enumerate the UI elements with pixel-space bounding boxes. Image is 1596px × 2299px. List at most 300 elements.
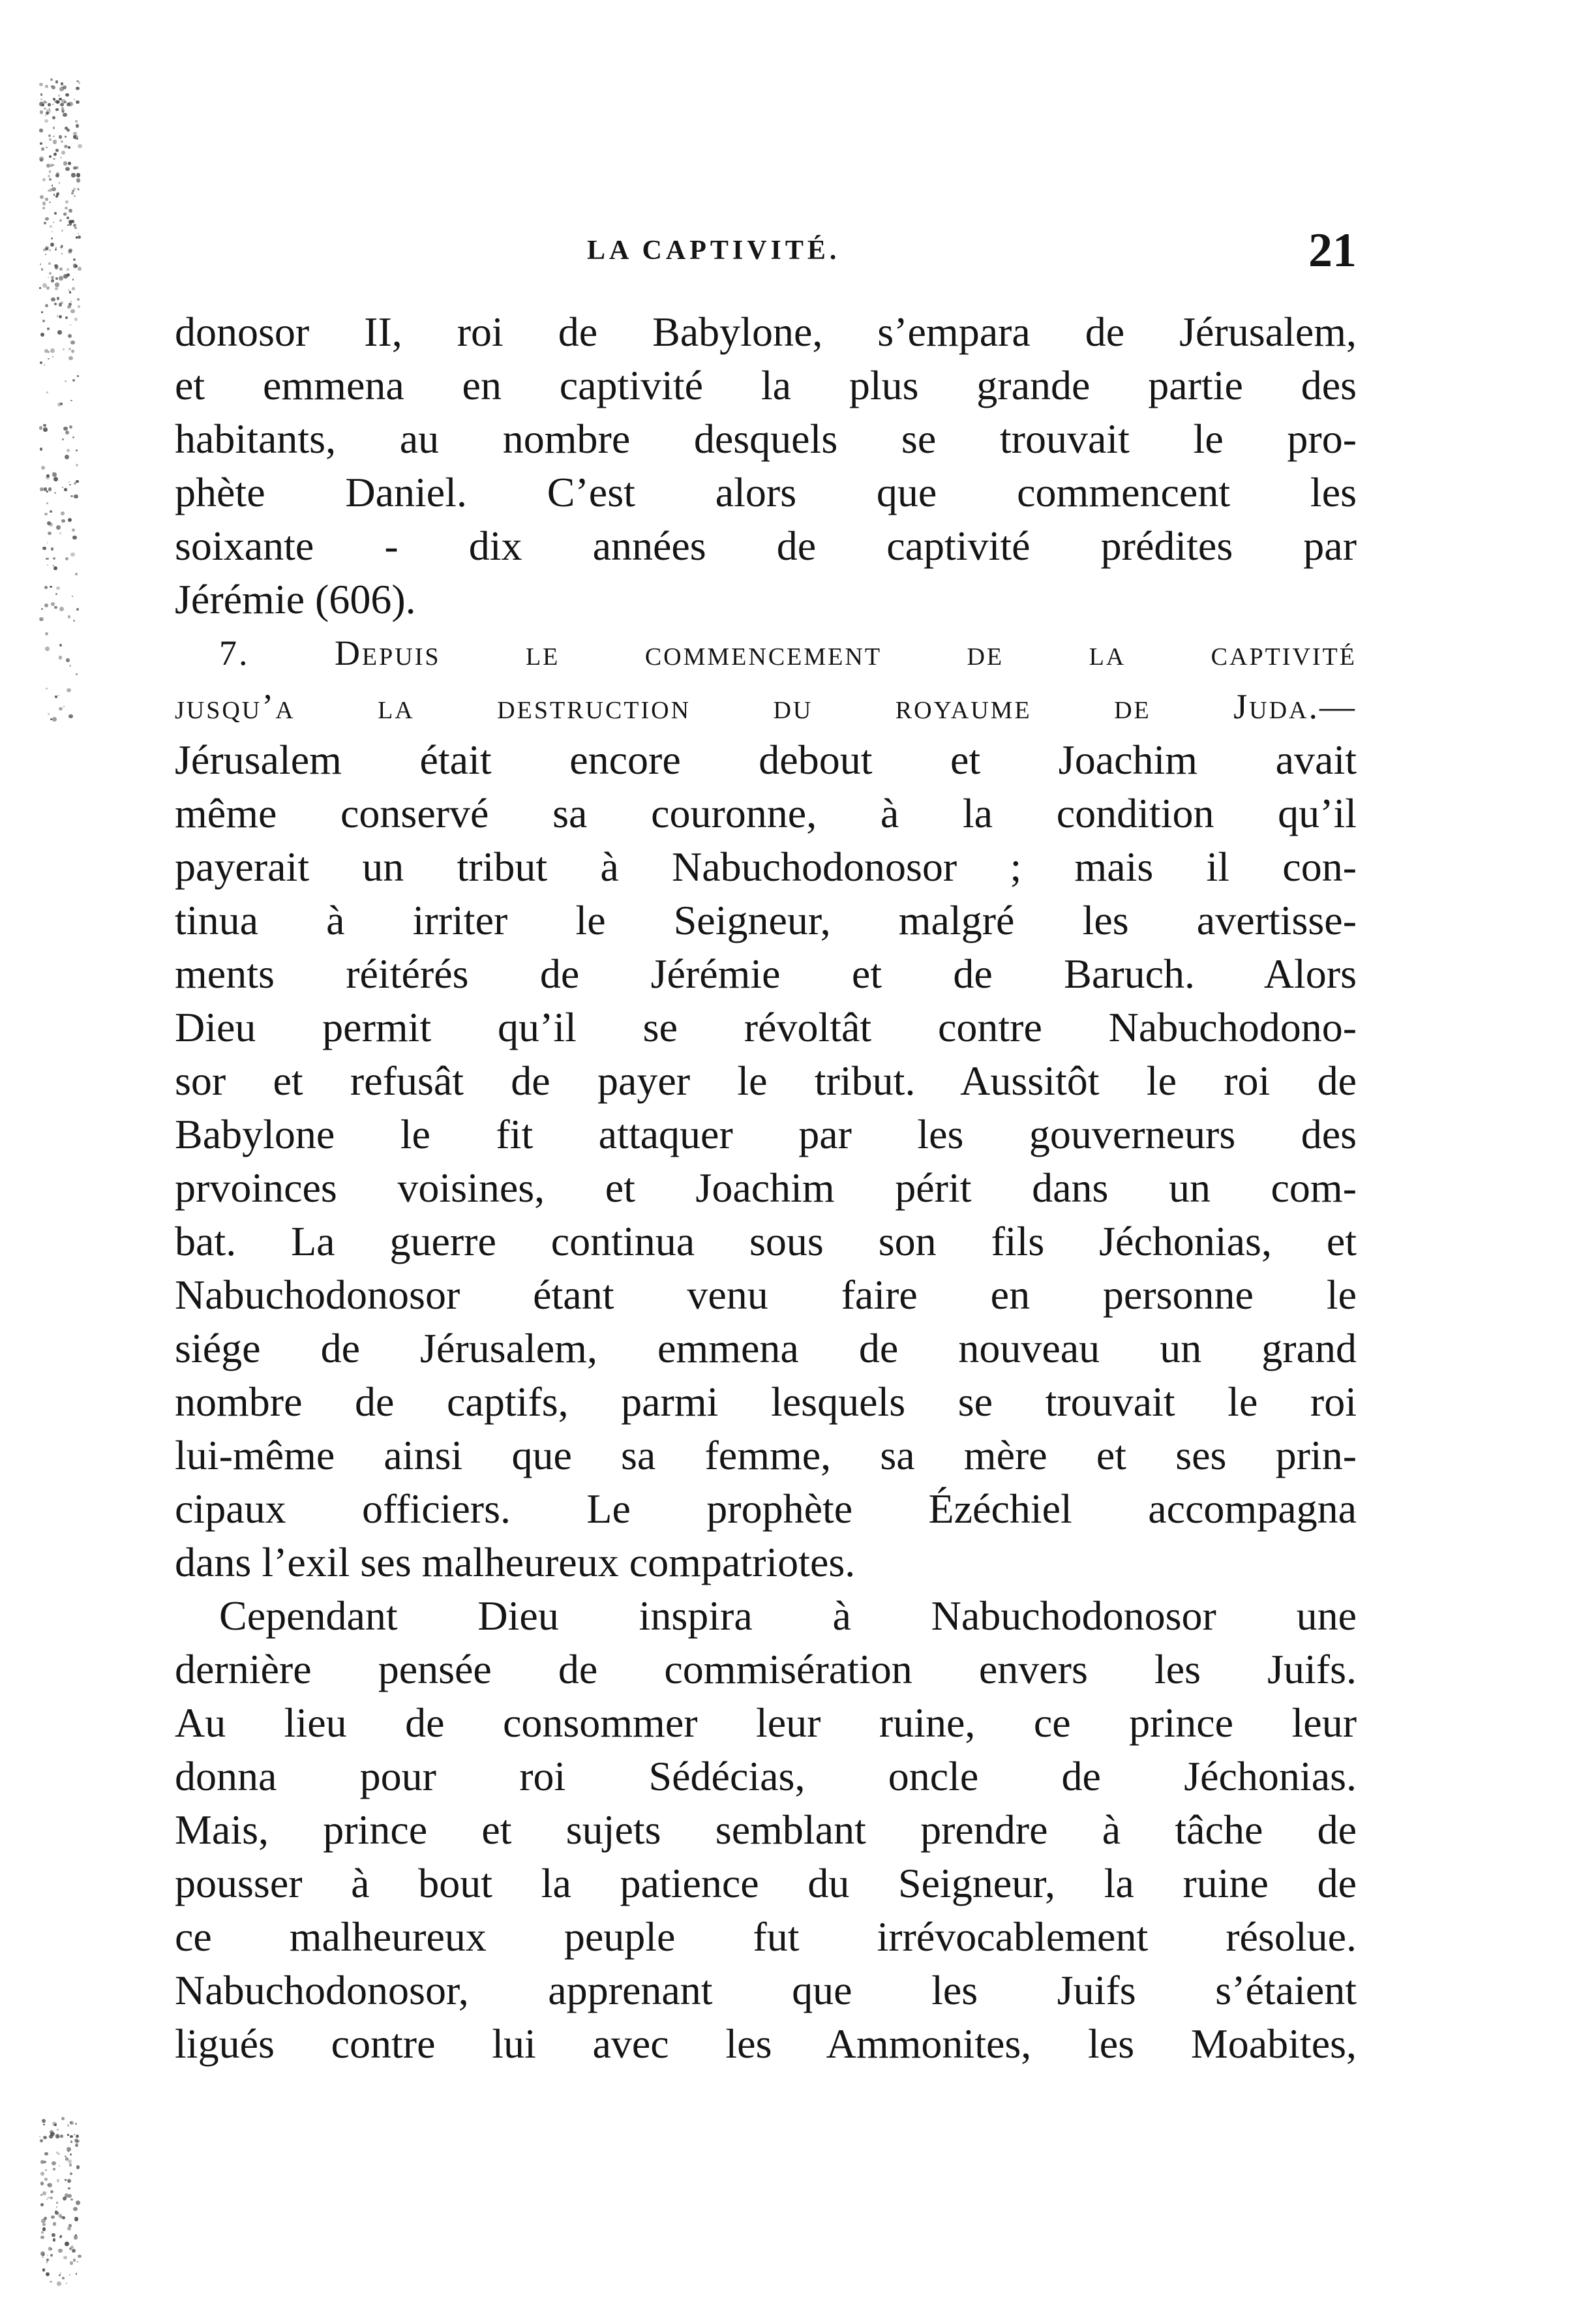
- scan-speck: [46, 109, 51, 114]
- scan-speck: [68, 518, 72, 522]
- scan-speck: [70, 553, 74, 556]
- scan-speck: [59, 644, 62, 647]
- scan-speck: [59, 2165, 60, 2167]
- scan-speck: [48, 134, 51, 137]
- scan-speck: [50, 586, 52, 588]
- scan-speck: [46, 2259, 49, 2261]
- text-line: soixante - dix années de captivité prédites par: [175, 523, 1357, 569]
- scan-speck: [76, 2140, 80, 2143]
- scan-speck: [66, 2283, 67, 2284]
- text-line: Cependant Dieu inspira à Nabuchodonosor une: [219, 1592, 1357, 1639]
- scan-speck: [76, 87, 80, 91]
- scan-speck: [44, 2178, 48, 2181]
- scan-speck: [53, 158, 55, 160]
- scan-speck: [68, 162, 70, 164]
- scan-speck: [61, 253, 63, 254]
- scan-speck: [65, 167, 69, 171]
- scan-speck: [50, 2190, 53, 2193]
- scan-speck: [40, 2236, 44, 2239]
- scan-speck: [60, 157, 62, 159]
- scan-speck: [53, 2222, 57, 2226]
- scan-speck: [47, 2255, 48, 2256]
- scan-speck: [55, 695, 57, 698]
- scan-speck: [41, 147, 44, 150]
- text-line: cipaux officiers. Le prophète Ézéchiel accompagna: [175, 1485, 1357, 1532]
- scan-speck: [48, 2197, 50, 2199]
- text-line: pousser à bout la patience du Seigneur, la ruine de: [175, 1860, 1357, 1906]
- scan-speck: [63, 274, 68, 279]
- scan-speck: [70, 400, 72, 401]
- scan-speck: [48, 2183, 52, 2187]
- running-title: LA CAPTIVITÉ.: [587, 236, 841, 266]
- scan-speck: [40, 2172, 45, 2176]
- scan-speck: [72, 379, 76, 382]
- scan-speck: [53, 153, 57, 156]
- page-number: 21: [1308, 224, 1357, 277]
- scan-speck: [43, 249, 46, 251]
- scan-speck: [72, 436, 74, 438]
- scan-speck: [58, 95, 60, 97]
- scan-speck: [72, 528, 76, 532]
- scan-speck: [71, 173, 75, 177]
- scan-speck: [55, 277, 59, 281]
- text-line: sor et refusât de payer le tribut. Aussitôt le roi de: [175, 1058, 1357, 1104]
- text-line: même conservé sa couronne, à la condition qu’il: [175, 790, 1357, 836]
- scan-speck: [68, 714, 73, 719]
- scan-speck: [52, 231, 53, 232]
- scan-speck: [56, 172, 59, 175]
- scan-speck: [40, 2139, 43, 2142]
- scan-speck: [52, 85, 55, 89]
- scan-speck: [67, 2124, 69, 2126]
- scan-speck: [76, 449, 78, 451]
- scan-speck: [76, 464, 78, 466]
- scan-speck: [74, 227, 77, 230]
- scan-speck: [52, 116, 55, 119]
- scan-speck: [74, 2134, 76, 2136]
- scan-speck: [70, 2199, 73, 2201]
- scan-speck: [78, 144, 82, 149]
- scan-speck: [63, 348, 65, 350]
- scan-speck: [59, 2236, 62, 2238]
- scan-speck: [40, 264, 42, 266]
- scan-speck: [41, 466, 45, 470]
- scan-speck: [40, 2160, 44, 2164]
- scan-speck: [53, 222, 54, 223]
- scan-speck: [49, 202, 50, 203]
- scan-speck: [69, 2163, 72, 2167]
- text-line: prvoinces voisines, et Joachim périt dans un com-: [175, 1165, 1357, 1211]
- scan-speck: [76, 166, 78, 168]
- scan-speck: [40, 448, 42, 450]
- scan-speck: [44, 513, 48, 516]
- scan-speck: [41, 608, 42, 609]
- scan-speck: [61, 511, 65, 515]
- scan-speck: [45, 647, 50, 651]
- scan-speck: [67, 217, 69, 219]
- scan-speck: [55, 249, 57, 251]
- scan-speck: [60, 2135, 63, 2137]
- scan-speck: [49, 249, 51, 251]
- scan-speck: [50, 2197, 53, 2200]
- scan-speck: [49, 138, 52, 141]
- scan-speck: [42, 2191, 46, 2195]
- scan-speck: [44, 2152, 48, 2156]
- scan-speck: [61, 82, 63, 85]
- scan-speck: [40, 361, 42, 364]
- scan-speck: [50, 78, 53, 81]
- scan-speck: [42, 547, 46, 551]
- text-line: Nabuchodonosor étant venu faire en personne le: [175, 1271, 1357, 1318]
- scan-speck: [71, 350, 74, 353]
- scan-speck: [46, 391, 48, 393]
- scan-speck: [41, 311, 43, 313]
- scan-speck: [56, 2202, 58, 2204]
- scan-speck: [53, 566, 57, 570]
- scan-speck: [76, 2273, 78, 2275]
- scan-speck: [59, 276, 63, 280]
- scan-speck: [48, 532, 51, 535]
- scan-speck: [55, 287, 58, 290]
- scan-speck: [71, 192, 74, 195]
- scan-speck: [75, 2123, 77, 2125]
- scan-speck: [53, 2238, 56, 2242]
- scan-speck: [76, 608, 79, 611]
- scan-speck: [70, 2154, 72, 2155]
- scan-speck: [65, 207, 67, 209]
- scan-speck: [67, 449, 70, 452]
- scan-speck: [62, 2277, 65, 2279]
- scan-speck: [57, 2179, 59, 2182]
- scan-speck: [68, 334, 72, 338]
- scan-speck: [40, 142, 42, 145]
- scan-speck: [52, 2233, 55, 2237]
- text-line: dans l’exil ses malheureux compatriotes.: [175, 1539, 856, 1585]
- scan-speck: [68, 481, 70, 483]
- scan-speck: [73, 132, 76, 135]
- scan-speck: [59, 267, 63, 271]
- scan-speck: [47, 542, 48, 543]
- scan-speck: [45, 198, 48, 200]
- scan-speck: [62, 438, 64, 440]
- scan-speck: [57, 2129, 59, 2131]
- scan-speck: [46, 476, 50, 480]
- scan-speck: [72, 536, 77, 540]
- scan-speck: [53, 194, 55, 195]
- scan-speck: [47, 564, 48, 566]
- scan-speck: [65, 380, 67, 382]
- scan-speck: [55, 282, 59, 287]
- scan-speck: [59, 532, 61, 534]
- scan-speck: [52, 185, 53, 187]
- scan-speck: [53, 477, 58, 481]
- scan-speck: [63, 85, 67, 89]
- scan-speck: [41, 2231, 44, 2234]
- scan-speck: [59, 219, 61, 221]
- scan-speck: [59, 607, 64, 611]
- scan-speck: [61, 301, 63, 304]
- scan-speck: [57, 2153, 60, 2155]
- scan-speck: [70, 341, 75, 345]
- scan-speck: [66, 658, 70, 662]
- scan-speck: [76, 673, 78, 675]
- scan-speck: [48, 358, 49, 359]
- scan-speck: [57, 2281, 61, 2286]
- scan-speck: [52, 472, 57, 477]
- scan-speck: [42, 320, 45, 322]
- scan-speck: [55, 149, 59, 152]
- scan-speck: [70, 309, 75, 314]
- scan-speck: [58, 2249, 63, 2253]
- scan-speck: [44, 364, 45, 365]
- scan-speck: [44, 603, 48, 607]
- scan-speck: [46, 164, 50, 168]
- scan-speck: [59, 707, 62, 710]
- scan-speck: [52, 356, 53, 358]
- scan-speck: [65, 2179, 67, 2181]
- scan-speck: [73, 224, 76, 226]
- scan-speck: [76, 2135, 79, 2138]
- scan-speck: [46, 102, 47, 103]
- scan-speck: [68, 615, 70, 618]
- scan-speck: [48, 103, 51, 106]
- scan-speck: [40, 93, 43, 96]
- scan-speck: [42, 2119, 46, 2124]
- scan-speck: [70, 2140, 72, 2142]
- scan-speck: [61, 151, 65, 155]
- scan-speck: [46, 286, 50, 290]
- scan-speck: [51, 547, 53, 550]
- scan-speck: [62, 2216, 65, 2219]
- scan-speck: [39, 426, 42, 429]
- scan-speck: [57, 297, 60, 300]
- text-line: bat. La guerre continua sous son fils Jéchonias, et: [175, 1218, 1357, 1264]
- scan-speck: [68, 209, 72, 213]
- text-line: siége de Jérusalem, emmena de nouveau un grand: [175, 1325, 1357, 1371]
- scan-speck: [44, 586, 48, 589]
- scan-speck: [65, 200, 68, 204]
- scan-speck: [76, 124, 79, 127]
- scan-speck: [46, 688, 48, 690]
- scan-speck: [59, 656, 62, 659]
- scan-binding-edge: [39, 78, 85, 2283]
- scan-speck: [65, 316, 68, 319]
- body-text: [175, 305, 1357, 2071]
- scan-speck: [61, 2117, 65, 2120]
- scan-speck: [56, 586, 60, 590]
- scan-speck: [46, 2199, 48, 2200]
- scan-speck: [70, 2261, 73, 2264]
- scan-speck: [51, 2215, 55, 2219]
- scan-speck: [40, 2203, 44, 2206]
- scan-speck: [46, 147, 48, 149]
- scan-speck: [78, 82, 80, 84]
- scan-speck: [70, 324, 71, 326]
- scan-speck: [44, 119, 48, 123]
- scan-speck: [48, 175, 50, 177]
- scan-speck: [76, 178, 80, 182]
- scan-speck: [68, 356, 73, 361]
- scan-speck: [76, 2200, 80, 2205]
- scan-speck: [61, 519, 65, 523]
- scan-speck: [67, 305, 70, 309]
- scan-speck: [39, 617, 44, 622]
- scan-speck: [67, 688, 71, 693]
- scan-speck: [53, 136, 54, 137]
- scan-speck: [63, 213, 65, 215]
- scan-speck: [70, 2121, 74, 2125]
- scan-speck: [50, 2130, 53, 2134]
- text-line: lui-même ainsi que sa femme, sa mère et ses prin-: [175, 1432, 1357, 1478]
- scan-speck: [40, 487, 44, 491]
- scan-speck: [65, 2157, 68, 2160]
- scan-speck: [68, 348, 70, 350]
- scan-speck: [56, 2206, 57, 2208]
- text-line: et emmena en captivité la plus grande partie des: [175, 362, 1357, 408]
- scan-speck: [53, 140, 57, 144]
- scan-speck: [53, 557, 55, 560]
- scan-speck: [69, 291, 71, 293]
- scan-speck: [64, 488, 67, 491]
- text-line: ligués contre lui avec les Ammonites, les Moabites,: [175, 2020, 1357, 2067]
- scan-speck: [65, 93, 69, 97]
- scan-speck: [49, 178, 52, 181]
- scan-speck: [77, 298, 80, 301]
- scan-speck: [52, 717, 57, 722]
- scan-speck: [50, 510, 53, 513]
- scan-speck: [76, 480, 79, 483]
- scan-speck: [51, 279, 54, 282]
- scan-speck: [42, 202, 46, 205]
- scan-speck: [63, 161, 68, 166]
- scan-speck: [74, 195, 76, 197]
- scan-speck: [67, 2134, 69, 2136]
- scan-speck: [43, 427, 48, 432]
- scan-speck: [45, 254, 46, 255]
- scan-speck: [57, 266, 59, 268]
- scan-speck: [61, 109, 65, 112]
- scan-speck: [51, 602, 55, 606]
- scan-speck: [50, 225, 52, 228]
- scan-speck: [55, 80, 58, 83]
- scan-speck: [53, 164, 54, 166]
- scan-speck: [65, 557, 68, 560]
- scan-speck: [54, 303, 57, 305]
- scan-speck: [69, 2247, 72, 2250]
- scan-speck: [59, 2274, 61, 2276]
- scan-speck: [71, 220, 74, 222]
- scan-speck: [67, 2227, 71, 2230]
- scan-speck: [50, 348, 55, 353]
- scan-speck: [73, 188, 76, 190]
- scan-speck: [68, 102, 73, 106]
- scan-speck: [45, 217, 48, 221]
- scan-speck: [65, 2155, 67, 2157]
- scan-speck: [75, 120, 78, 123]
- scan-speck: [45, 85, 48, 88]
- scan-speck: [69, 2274, 70, 2276]
- scan-speck: [45, 115, 46, 116]
- scan-speck: [74, 2217, 79, 2221]
- scan-speck: [77, 375, 79, 377]
- running-head: [176, 224, 1363, 281]
- scan-speck: [61, 230, 63, 232]
- text-line: habitants, au nombre desquels se trouvait le pro-: [175, 416, 1357, 462]
- text-line: donna pour roi Sédécias, oncle de Jéchonias.: [175, 1753, 1357, 1799]
- scan-speck: [69, 665, 70, 666]
- text-line: ce malheureux peuple fut irrévocablement résolue.: [175, 1913, 1357, 1960]
- scan-speck: [70, 2172, 72, 2175]
- scan-speck: [68, 146, 70, 149]
- scan-speck: [54, 492, 56, 494]
- scan-speck: [48, 351, 50, 353]
- scan-speck: [47, 327, 49, 329]
- scan-speck: [49, 272, 52, 275]
- scan-speck: [40, 110, 44, 114]
- scan-speck: [41, 268, 43, 270]
- scan-speck: [48, 487, 52, 491]
- scan-speck: [51, 297, 55, 302]
- scan-speck: [48, 277, 49, 278]
- text-line: payerait un tribut à Nabuchodonosor ; mais il con-: [175, 844, 1357, 890]
- scan-speck: [46, 558, 49, 560]
- scan-speck: [74, 318, 78, 321]
- scan-speck: [46, 491, 48, 493]
- scan-speck: [61, 140, 63, 143]
- scan-speck: [57, 315, 59, 317]
- scan-speck: [78, 305, 80, 308]
- text-line: nombre de captifs, parmi lesquels se trouvait le roi: [175, 1378, 1357, 1425]
- text-line: Au lieu de consommer leur ruine, ce prince leur: [175, 1699, 1357, 1746]
- scan-speck: [73, 2207, 78, 2212]
- scan-speck: [67, 2179, 71, 2183]
- scan-speck: [61, 246, 63, 248]
- scan-speck: [77, 2261, 78, 2262]
- scan-speck: [65, 136, 67, 138]
- scan-speck: [72, 596, 73, 597]
- text-line: Dieu permit qu’il se révoltât contre Nabuchodono-: [175, 1004, 1357, 1050]
- scan-speck: [42, 2223, 46, 2227]
- scan-speck: [43, 2124, 45, 2125]
- scan-speck: [78, 2255, 81, 2258]
- scan-speck: [46, 2261, 48, 2263]
- text-line: ments réitérés de Jérémie et de Baruch. Alors: [175, 951, 1357, 997]
- scan-speck: [65, 431, 69, 434]
- scan-speck: [42, 178, 46, 181]
- scan-speck: [57, 101, 59, 103]
- scan-speck: [60, 103, 64, 107]
- scan-speck: [40, 2194, 42, 2196]
- scan-speck: [73, 620, 75, 622]
- scan-speck: [53, 127, 55, 129]
- text-line: donosor II, roi de Babylone, s’empara de Jérusalem,: [175, 309, 1357, 355]
- scan-speck: [76, 236, 78, 238]
- scan-speck: [64, 101, 67, 104]
- scan-speck: [73, 2259, 76, 2262]
- scan-speck: [63, 2197, 67, 2200]
- scan-speck: [69, 222, 72, 226]
- scan-speck: [63, 706, 65, 707]
- scan-speck: [57, 330, 62, 335]
- scan-speck: [63, 113, 67, 117]
- scan-speck: [39, 287, 41, 289]
- scan-speck: [58, 695, 59, 696]
- scan-speck: [74, 99, 75, 100]
- scan-speck: [78, 236, 81, 239]
- scan-speck: [56, 525, 61, 530]
- scan-speck: [52, 2135, 53, 2137]
- section-heading-line: jusqu’a la destruction du royaume de Juda.—: [175, 687, 1357, 726]
